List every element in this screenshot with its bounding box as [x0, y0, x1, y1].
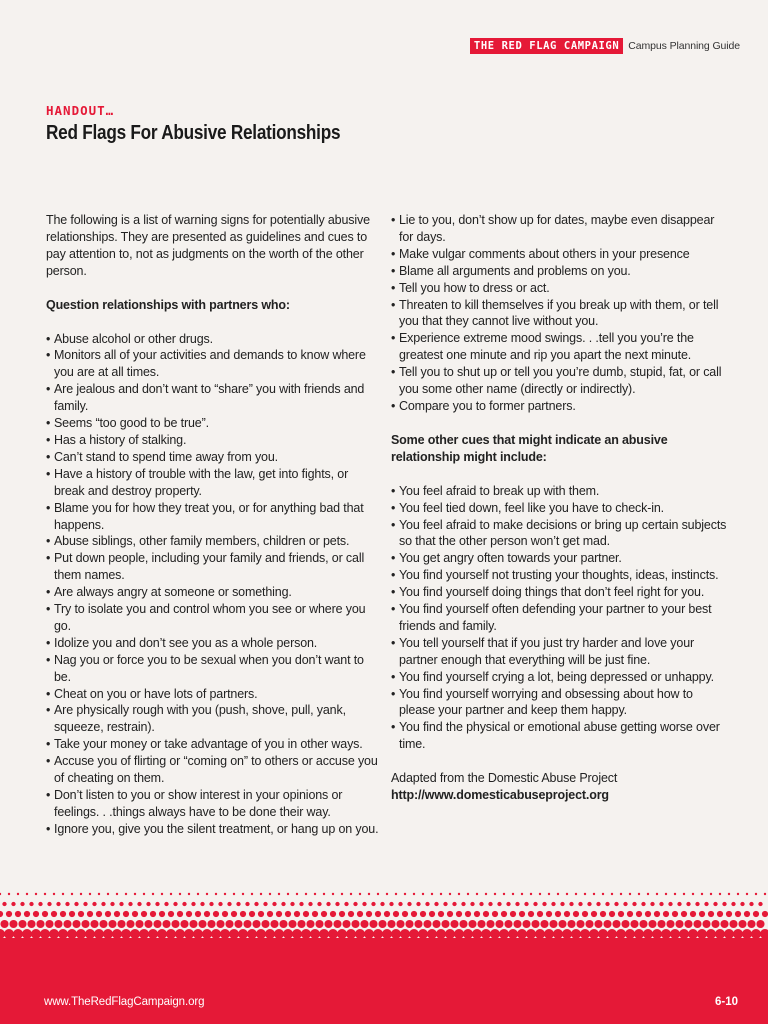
brand-logo: THE RED FLAG CAMPAIGN	[470, 38, 623, 54]
partner-signs-list-left	[46, 331, 381, 838]
list-item: • You find yourself worrying and obsessing about how to please your partner and keep them happy.	[391, 686, 731, 720]
list-item: • Lie to you, don’t show up for dates, maybe even disappear for days.	[391, 212, 731, 246]
list-item: • Try to isolate you and control whom you see or where you go.	[46, 601, 381, 635]
list-item: • Monitors all of your activities and demands to know where you are at all times.	[46, 347, 381, 381]
list-item: • Abuse alcohol or other drugs.	[46, 331, 381, 348]
list-item: • Ignore you, give you the silent treatment, or hang up on you.	[46, 821, 381, 838]
list-item: • Blame you for how they treat you, or for anything bad that happens.	[46, 500, 381, 534]
cues-list	[391, 483, 731, 754]
list-item: • Has a history of stalking.	[46, 432, 381, 449]
list-item: • You feel afraid to break up with them.	[391, 483, 731, 500]
list-item: • Tell you to shut up or tell you you’re dumb, stupid, fat, or call you some other name (directly or indirectly).	[391, 364, 731, 398]
list-item: • Make vulgar comments about others in your presence	[391, 246, 731, 263]
brand-subtitle: Campus Planning Guide	[628, 40, 740, 52]
handout-label: HANDOUT…	[46, 103, 115, 118]
list-item: • You find yourself crying a lot, being depressed or unhappy.	[391, 669, 731, 686]
list-item: • Seems “too good to be true”.	[46, 415, 381, 432]
intro-paragraph: The following is a list of warning signs for potentially abusive relationships. They are presented as guidelines and cues to pay attention to, not as judgments on the worth of the other person.	[46, 213, 370, 278]
list-item: • You find yourself not trusting your thoughts, ideas, instincts.	[391, 567, 731, 584]
halftone-dots	[0, 888, 768, 940]
partner-signs-list-right	[391, 212, 731, 415]
list-item: • Tell you how to dress or act.	[391, 280, 731, 297]
cues-heading: Some other cues that might indicate an abusive relationship might include:	[391, 432, 668, 464]
list-item: • Compare you to former partners.	[391, 398, 731, 415]
list-item: • You find yourself doing things that don’t feel right for you.	[391, 584, 731, 601]
page-title: Red Flags For Abusive Relationships	[46, 122, 341, 144]
credit-text: Adapted from the Domestic Abuse Project	[391, 771, 618, 786]
list-item: • You find the physical or emotional abuse getting worse over time.	[391, 719, 731, 753]
left-column	[46, 212, 381, 838]
list-item: • Accuse you of flirting or “coming on” to others or accuse you of cheating on them.	[46, 753, 381, 787]
list-item: • Don’t listen to you or show interest in your opinions or feelings. . .things always have to be done their way.	[46, 787, 381, 821]
list-item: • Cheat on you or have lots of partners.	[46, 686, 381, 703]
list-item: • Experience extreme mood swings. . .tell you you’re the greatest one minute and rip you apart the next minute.	[391, 330, 731, 364]
list-item: • Threaten to kill themselves if you break up with them, or tell you that they cannot live without you.	[391, 297, 731, 331]
list-item: • You feel tied down, feel like you have to check-in.	[391, 500, 731, 517]
header-brand	[470, 38, 740, 54]
list-item: • Put down people, including your family and friends, or call them names.	[46, 550, 381, 584]
list-item: • Idolize you and don’t see you as a whole person.	[46, 635, 381, 652]
list-item: • You get angry often towards your partner.	[391, 550, 731, 567]
list-item: • You feel afraid to make decisions or bring up certain subjects so that the other person won’t get mad.	[391, 517, 731, 551]
partners-heading: Question relationships with partners who:	[46, 297, 290, 312]
footer-website-link[interactable]: www.TheRedFlagCampaign.org	[44, 996, 205, 1008]
credit-link[interactable]: http://www.domesticabuseproject.org	[391, 788, 609, 803]
list-item: • You tell yourself that if you just try harder and love your partner enough that everything will be just fine.	[391, 635, 731, 669]
list-item: • Can’t stand to spend time away from you.	[46, 449, 381, 466]
list-item: • Abuse siblings, other family members, children or pets.	[46, 533, 381, 550]
page-number: 6-10	[714, 996, 738, 1008]
list-item: • Are jealous and don’t want to “share” you with friends and family.	[46, 381, 381, 415]
list-item: • Are physically rough with you (push, shove, pull, yank, squeeze, restrain).	[46, 702, 381, 736]
list-item: • Nag you or force you to be sexual when you don’t want to be.	[46, 652, 381, 686]
right-column	[391, 212, 731, 804]
list-item: • Blame all arguments and problems on you.	[391, 263, 731, 280]
footer-band	[0, 938, 768, 1024]
list-item: • Take your money or take advantage of you in other ways.	[46, 736, 381, 753]
list-item: • Have a history of trouble with the law, get into fights, or break and destroy property.	[46, 466, 381, 500]
list-item: • You find yourself often defending your partner to your best friends and family.	[391, 601, 731, 635]
list-item: • Are always angry at someone or something.	[46, 584, 381, 601]
